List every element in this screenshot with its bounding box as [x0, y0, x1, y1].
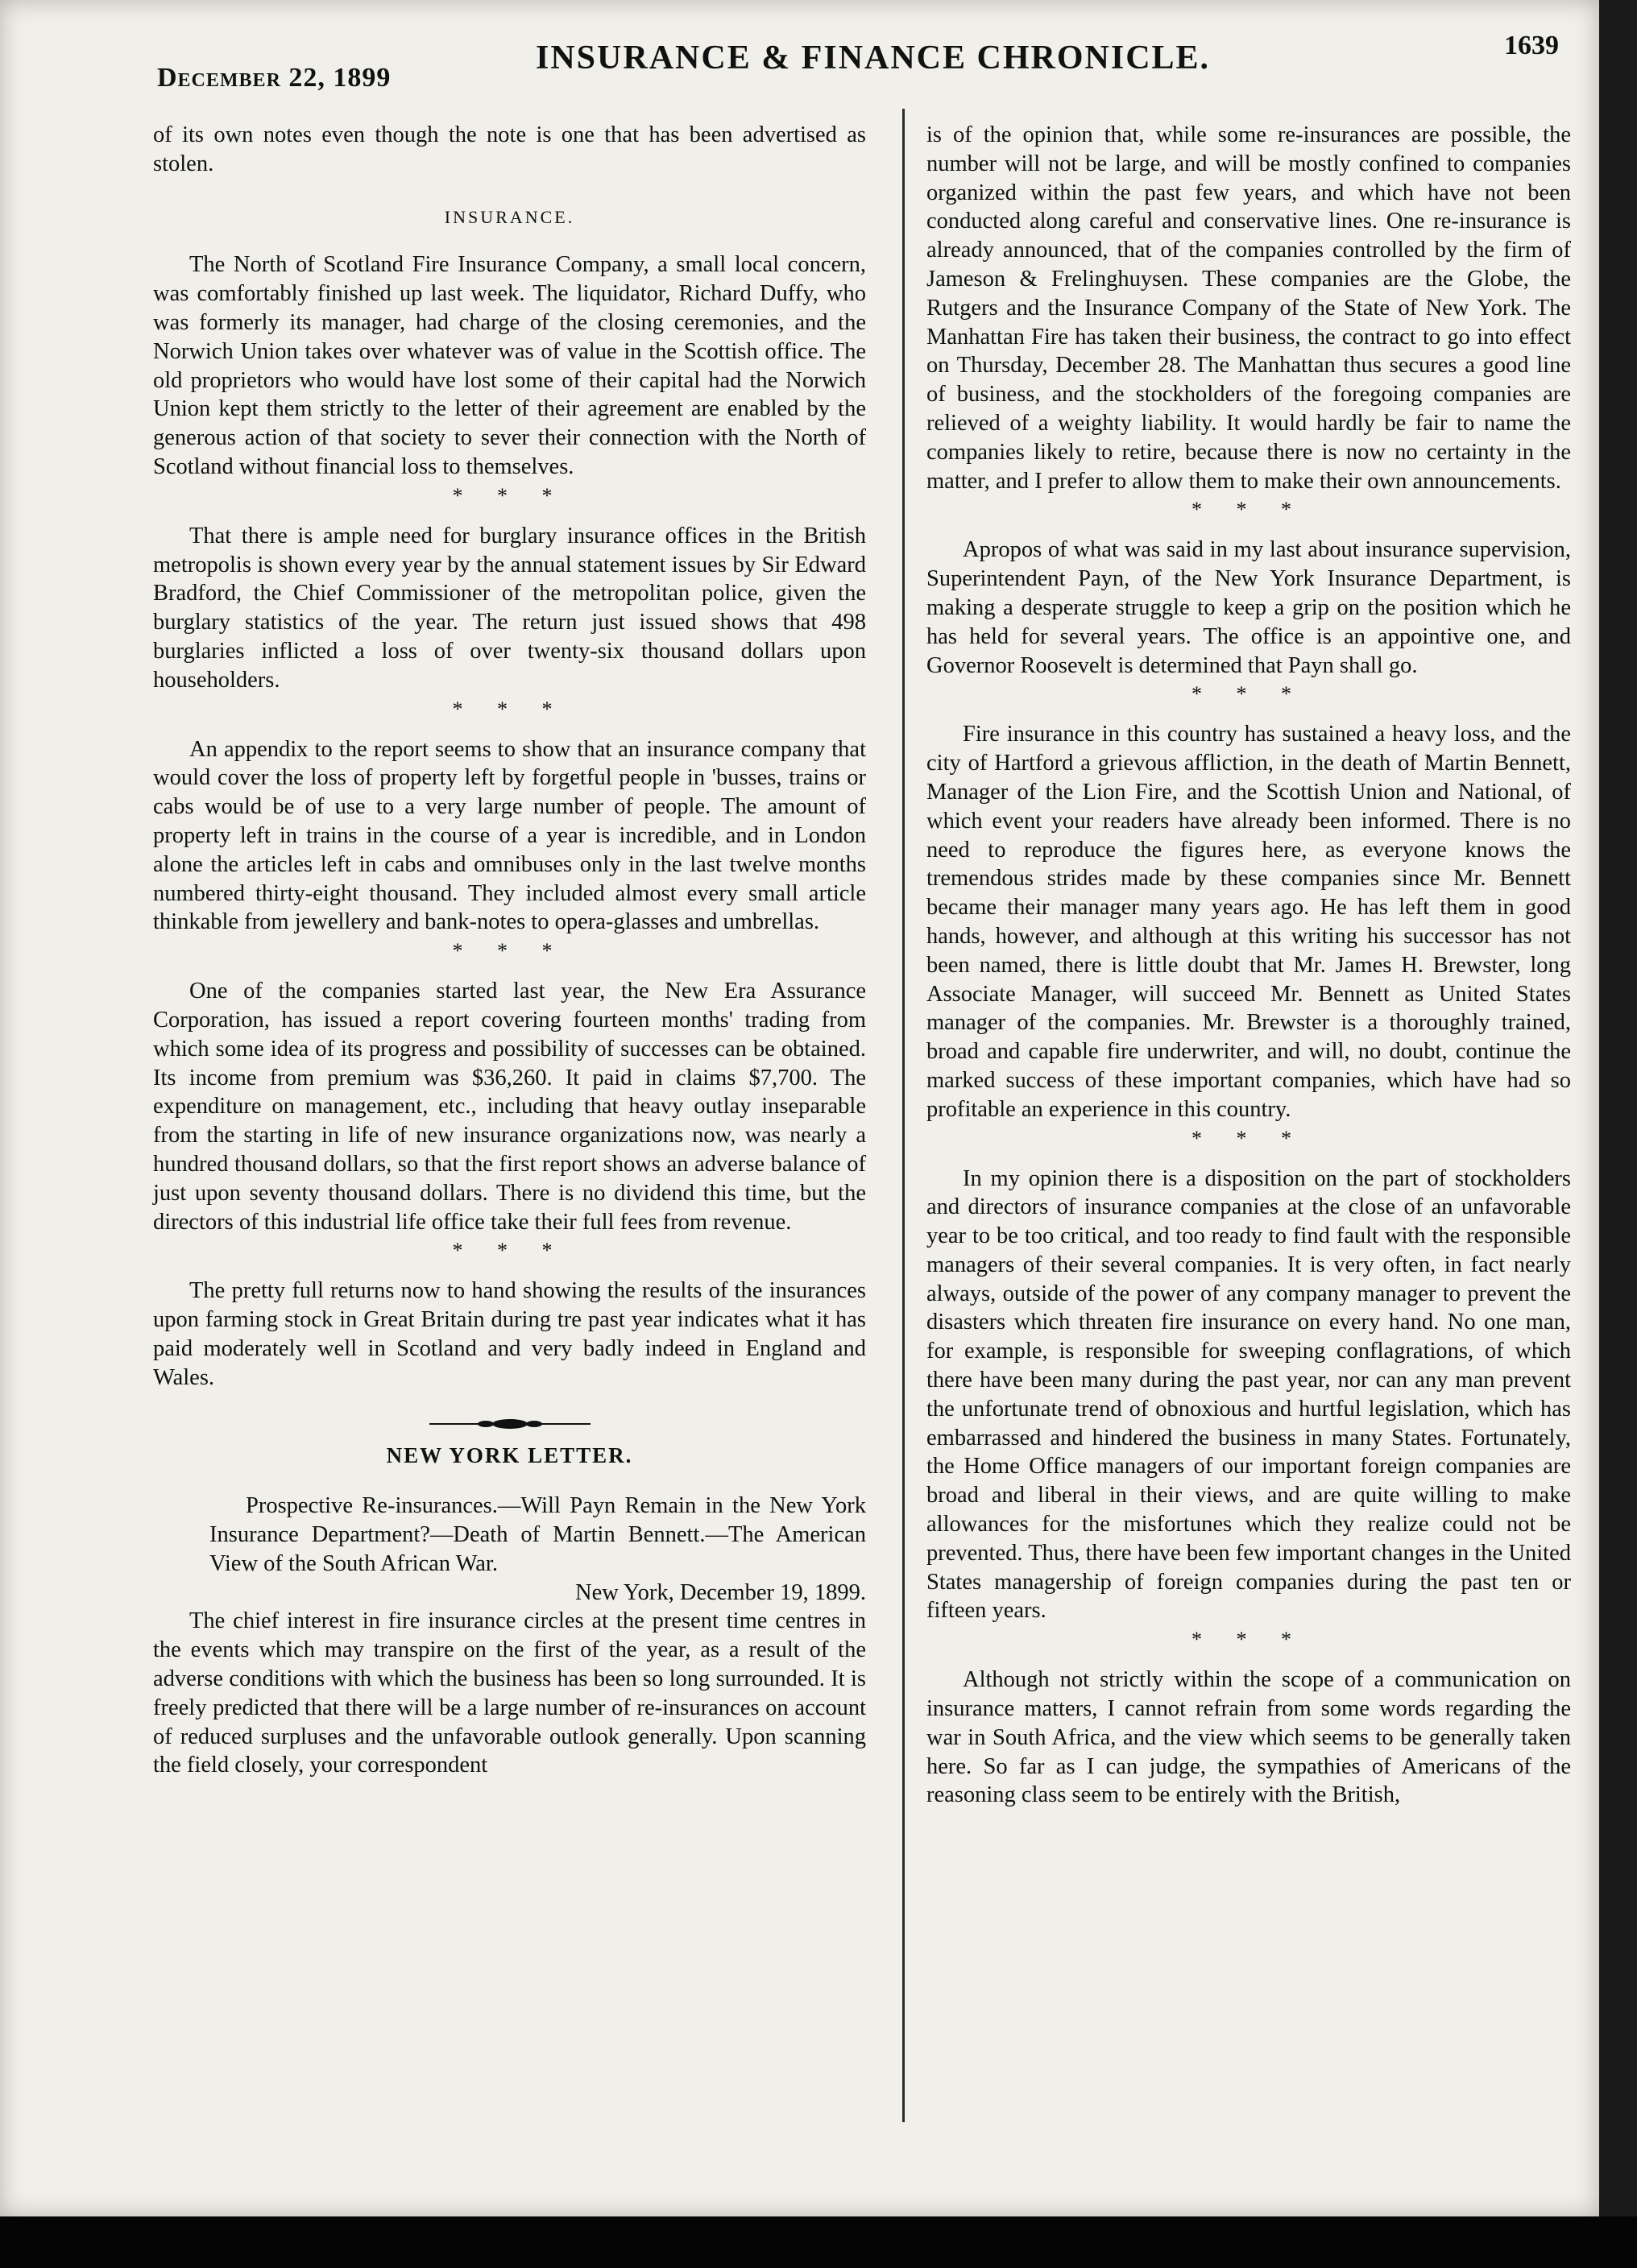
article-paragraph: Apropos of what was said in my last about insurance supervision, Superintendent Payn, of the New York Insurance Department, is making a desperate struggle to keep a grip on the position which he has held for several years. The office is an appointive one, and Governor Roosevelt is determined that Payn shall go.: [926, 537, 1571, 678]
page-header: [157, 31, 1559, 95]
separator-stars: * * *: [452, 697, 567, 721]
article-paragraph: An appendix to the report seems to show that an insurance company that would cover the loss of property left by forgetful people in 'busses, trains or cabs would be of use to a very large number of people. The amount of property left in trains in the course of a year is incredible, and in London alone the articles left in cabs and omnibuses only in the last twelve months numbered thirty-eight thousand. They included almost every small article thinkable from jewellery and bank-notes to opera-glasses and umbrellas.: [153, 736, 866, 935]
column-rule: [902, 109, 905, 2122]
article-paragraph: The North of Scotland Fire Insurance Company, a small local concern, was comfortably finished up last week. The liquidator, Richard Duffy, who was formerly its manager, had charge of the closing ceremonies, and the Norwich Union takes over whatever was of value in the Scottish office. The old proprietors who would have lost some of their capital had the Norwich Union kept them strictly to the letter of their agreement are enabled by the generous action of that society to sever their connection with the North of Scotland without financial loss to themselves.: [153, 252, 866, 479]
separator-stars: * * *: [1191, 498, 1306, 522]
continued-paragraph: of its own notes even though the note is one that has been advertised as stolen.: [153, 122, 866, 176]
scan-bottom-border: [0, 2216, 1637, 2268]
article-paragraph: The pretty full returns now to hand showing the results of the insurances upon farming stock in Great Britain during tre past year indicates what it has paid moderately well in Scotland and very badly indeed in England and Wales.: [153, 1278, 866, 1390]
dateline: New York, December 19, 1899.: [575, 1579, 866, 1605]
letter-subheadings: Prospective Re-insurances.—Will Payn Remain in the New York Insurance Department?—Death of Martin Bennett.—The American View of the South African War.: [209, 1493, 866, 1576]
publication-title: INSURANCE & FINANCE CHRONICLE.: [536, 39, 1211, 77]
article-paragraph: That there is ample need for burglary insurance offices in the British metropolis is shown every year by the annual statement issues by Sir Edward Bradford, the Chief Commissioner of the metropolitan police, given the burglary statistics of the year. The return just issued shows that 498 burglaries inflicted a loss of over twenty-six thousand dollars upon householders.: [153, 523, 866, 693]
article-paragraph: One of the companies started last year, the New Era Assurance Corporation, has issued a report covering fourteen months' trading from which some idea of its progress and possibility of successes can be obtained. Its income from premium was $36,260. It paid in claims $7,700. The expenditure on management, etc., including that heavy outlay inseparable from the starting in life of new insurance organizations now, was nearly a hundred thousand dollars, so that the first report shows an adverse balance of just upon seventy thousand dollars. There is no dividend this time, but the directors of this industrial life office take their full fees from revenue.: [153, 979, 866, 1235]
continued-paragraph: is of the opinion that, while some re-insurances are possible, the number will not be large, and will be mostly confined to companies organized within the past few years, and which have not been conducted along careful and conservative lines. One re-insurance is already announced, that of the companies controlled by the firm of Jameson & Frelinghuysen. These companies are the Globe, the Rutgers and the Insurance Company of the State of New York. The Manhattan Fire has taken their business, the contract to go into effect on Thursday, December 28. The Manhattan thus secures a good line of business, and the stockholders of the foregoing companies are relieved of a weighty liability. It would hardly be fair to name the companies likely to retire, because there is now no certainty in the matter, and I prefer to allow them to make their own announcements.: [926, 122, 1571, 494]
page-number: 1639: [1504, 31, 1559, 60]
separator-stars: * * *: [1191, 682, 1306, 706]
right-column: [926, 121, 1571, 1810]
separator-stars: * * *: [452, 483, 567, 507]
section-heading: INSURANCE.: [444, 206, 575, 227]
separator-stars: * * *: [452, 939, 567, 963]
separator-stars: * * *: [452, 1239, 567, 1263]
issue-date: December 22, 1899: [157, 63, 392, 93]
separator-stars: * * *: [1191, 1126, 1306, 1150]
letter-title: NEW YORK LETTER.: [386, 1443, 633, 1468]
article-paragraph: The chief interest in fire insurance circles at the present time centres in the events which may transpire on the first of the year, as a result of the adverse conditions with which the business has been so long surrounded. It is freely predicted that there will be a large number of re-insurances on account of reduced surpluses and the unfavorable outlook generally. Upon scanning the field closely, your correspondent: [153, 1608, 866, 1778]
left-column: [153, 121, 866, 1780]
ornamental-rule: [153, 1411, 866, 1430]
article-paragraph: In my opinion there is a disposition on the part of stockholders and directors of insurance companies at the close of an unfavorable year to be too critical, and too ready to find fault with the responsible managers of their several companies. It is very often, in fact nearly always, outside of the power of any company manager to prevent the disasters which threaten fire insurance on every hand. No one man, for example, is responsible for sweeping conflagrations, of which there have been many during the past year, nor can any man prevent the unfortunate trend of obnoxious and hurtful legislation, which has embarrassed and hindered the business in many States. Fortunately, the Home Office managers of our important foreign companies are broad and liberal in their views, and are quite willing to make allowances for the misfortunes which they realize could not be prevented. Thus, there have been few important changes in the United States managership of foreign companies during the past ten or fifteen years.: [926, 1165, 1571, 1624]
separator-stars: * * *: [1191, 1628, 1306, 1652]
article-paragraph: Fire insurance in this country has sustained a heavy loss, and the city of Hartford a grievous affliction, in the death of Martin Bennett, Manager of the Lion Fire, and the Scottish Union and National, of which event your readers have already been informed. There is no need to reproduce the figures here, as everyone knows the tremendous strides made by these companies since Mr. Bennett became their manager many years ago. He has left them in good hands, however, and although at this writing his successor has not been named, there is little doubt that Mr. James H. Brewster, long Associate Manager, will succeed Mr. Bennett as United States manager of the companies. Mr. Brewster is a thoroughly trained, broad and capable fire underwriter, and will, no doubt, continue the marked success of these important companies, which have had so profitable an experience in this country.: [926, 722, 1571, 1122]
article-paragraph: Although not strictly within the scope of a communication on insurance matters, I cannot refrain from some words regarding the war in South Africa, and the view which seems to be generally taken here. So far as I can judge, the sympathies of Americans of the reasoning class seem to be entirely with the British,: [926, 1667, 1571, 1808]
scan-edge: [1599, 0, 1637, 2216]
